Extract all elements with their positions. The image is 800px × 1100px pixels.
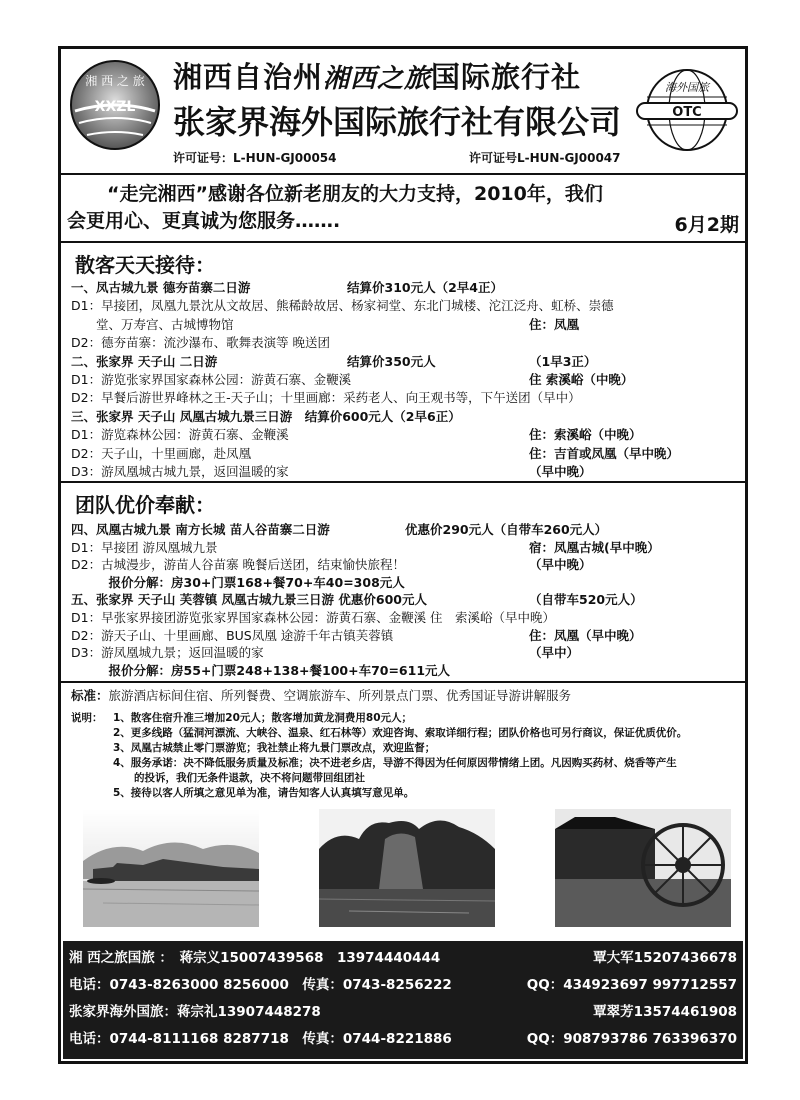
contact-line: 湘 西之旅国旅 ： 蒋宗义15007439568 13974440444 — [69, 950, 441, 966]
itinerary-line: 报价分解：房30+门票168+餐70+车40=308元人 — [71, 574, 405, 590]
note-item: 4、服务承诺：决不降低服务质量及标准；决不进老乡店，导游不得因为任何原因带情绪上团。凡因购买药材、烧香等产生 — [113, 757, 677, 769]
intro — [67, 181, 739, 235]
itinerary-line: D2：天子山，十里画廊，赴凤凰 — [71, 445, 252, 461]
logo-left-text: 湘 西 之 旅 — [85, 74, 145, 88]
lodging-meal-label: 住 索溪峪（中晚） — [529, 372, 634, 387]
itinerary-line: 四、凤凰古城九景 南方长城 苗人谷苗寨二日游 — [71, 522, 330, 537]
itinerary-line: D2：古城漫步，游苗人谷苗寨 晚餐后送团，结束愉快旅程！ — [71, 557, 406, 573]
itinerary-line: 一、凤古城九景 德夯苗寨二日游 — [71, 280, 251, 295]
itinerary-line: 五、张家界 天子山 芙蓉镇 凤凰古城九景三日游 优惠价600元人 — [71, 592, 428, 608]
note-item: 5、接待以客人所填之意见单为准，请告知客人认真填写意见单。 — [113, 787, 415, 799]
lodging-meal-label: 住：索溪峪（中晚） — [529, 427, 642, 443]
itinerary-line: D2：德夯苗寨：流沙瀑布、歌舞表演等 晚送团 — [71, 335, 331, 351]
itinerary-line: D2：早餐后游世界峰林之王-天子山；十里画廊：采药老人、向王观书等，下午送团（早中） — [71, 390, 581, 406]
lodging-meal-label: 住：凤凰（早中晚） — [529, 627, 642, 643]
contact-right: 覃翠芳13574461908 — [593, 1004, 737, 1020]
lodging-meal-label: 住：吉首或凤凰（早中晚） — [529, 445, 680, 461]
itinerary-line: D3：游凤凰城九景；返回温暖的家 — [71, 645, 264, 661]
contact-right: QQ：434923697 997712557 — [526, 977, 737, 993]
intro-line2: 会更用心、更真诚为您服务……. — [67, 210, 341, 232]
price-label: 结算价350元人 — [347, 353, 436, 369]
price-label: 结算价310元人（2早4正） — [347, 280, 503, 295]
notes-label: 说明： — [71, 712, 103, 724]
contact-line: 电话：0744-8111168 8287718 传真：0744-8221886 — [69, 1031, 452, 1047]
lodging-meal-label: 宿：凤凰古城(早中晚） — [529, 539, 660, 555]
price-label: 优惠价290元人（自带车260元人） — [405, 522, 608, 537]
karst-mountain-photo — [319, 809, 495, 927]
itinerary-line: 堂、万寿宫、古城博物馆 — [71, 316, 234, 332]
section1-title: 散客天天接待： — [75, 253, 215, 277]
title-part3: 国际旅行社 — [431, 60, 582, 94]
standard-text: 旅游酒店标间住宿、所列餐费、空调旅游车、所列景点门票、优秀国证导游讲解服务 — [108, 688, 572, 703]
note-item: 的投诉，我们无条件退款，决不将问题带回组团社 — [113, 772, 365, 784]
title-part2: 湘西之旅 — [323, 64, 432, 94]
intro-line1: “走完湘西”感谢各位新老朋友的大力支持，2010年，我们 — [107, 183, 603, 205]
lodging-meal-label: （早中晚） — [529, 557, 592, 573]
itinerary-line: D1：早接团 游凤凰城九景 — [71, 539, 218, 555]
standard-label: 标准： — [71, 688, 109, 703]
divider — [61, 241, 745, 243]
lodging-meal-label: （早中） — [529, 645, 580, 661]
note-item: 1、散客住宿升准三增加20元人；散客增加黄龙洞费用80元人； — [113, 712, 413, 724]
itinerary-line: D1：游览森林公园：游黄石寨、金鞭溪 — [71, 427, 289, 443]
header — [61, 49, 745, 175]
contact-right: 覃大军15207436678 — [593, 950, 737, 966]
company-title: 张家界海外国际旅行社有限公司 — [173, 103, 622, 141]
logo-left-abbr: XXZL — [94, 99, 136, 115]
divider — [61, 681, 745, 683]
lodging-meal-label: （1早3正） — [529, 353, 597, 369]
itinerary-line: D1：早张家界接团游览张家界国家森林公园：游黄石寨、金鞭溪 住 索溪峪（早中晚） — [71, 610, 556, 625]
itinerary-line: D2：游天子山、十里画廊、BUS凤凰 途游千年古镇芙蓉镇 — [71, 627, 394, 643]
contact-right: QQ：908793786 763396370 — [526, 1031, 737, 1047]
itinerary-line: 二、张家界 天子山 二日游 — [71, 353, 218, 369]
logo-right-abbr: OTC — [672, 105, 702, 120]
itinerary-line: D1：游览张家界国家森林公园：游黄石寨、金鞭溪 — [71, 372, 352, 387]
title-part1: 湘西自治州 — [173, 60, 324, 94]
section2-title: 团队优价奉献： — [75, 493, 215, 517]
note-item: 2、更多线路（猛洞河漂流、大峡谷、温泉、红石林等）欢迎咨询、索取详细行程；团队价格也可另行商议，保证优质优价。 — [113, 727, 688, 739]
contact-panel — [63, 941, 743, 1059]
license-left: 许可证号：L-HUN-GJ00054 — [173, 151, 337, 165]
divider — [61, 481, 745, 483]
agency-title — [173, 55, 581, 96]
standard-line — [71, 687, 571, 705]
itinerary-line: D1：早接团，凤凰九景沈从文故居、熊稀龄故居、杨家祠堂、东北门城楼、沱江泛舟、虹桥、崇德 — [71, 298, 614, 314]
license-right: 许可证号L-HUN-GJ00047 — [469, 151, 621, 165]
contact-line: 电话：0743-8263000 8256000 传真：0743-8256222 — [69, 977, 452, 993]
lodging-meal-label: 住：凤凰 — [529, 316, 580, 332]
contact-line: 张家界海外国旅：蒋宗礼13907448278 — [69, 1004, 321, 1020]
lodging-meal-label: （自带车520元人） — [529, 592, 643, 608]
note-item: 3、凤凰古城禁止零门票游览；我社禁止将九景门票改点，欢迎监督； — [113, 742, 436, 754]
waterwheel-photo — [555, 809, 731, 927]
page-frame — [58, 46, 748, 1064]
issue-number: 6月2期 — [674, 214, 739, 236]
logo-right-text: 海外国旅 — [665, 81, 709, 94]
lake-town-photo — [83, 809, 259, 927]
lodging-meal-label: （早中晚） — [529, 464, 592, 479]
itinerary-line: 报价分解：房55+门票248+138+餐100+车70=611元人 — [71, 662, 451, 678]
itinerary-line: D3：游凤凰城古城九景，返回温暖的家 — [71, 464, 289, 479]
itinerary-line: 三、张家界 天子山 凤凰古城九景三日游 结算价600元人（2早6正） — [71, 408, 461, 424]
xxzl-logo-icon — [69, 59, 161, 151]
otc-globe-logo-icon — [635, 67, 739, 153]
